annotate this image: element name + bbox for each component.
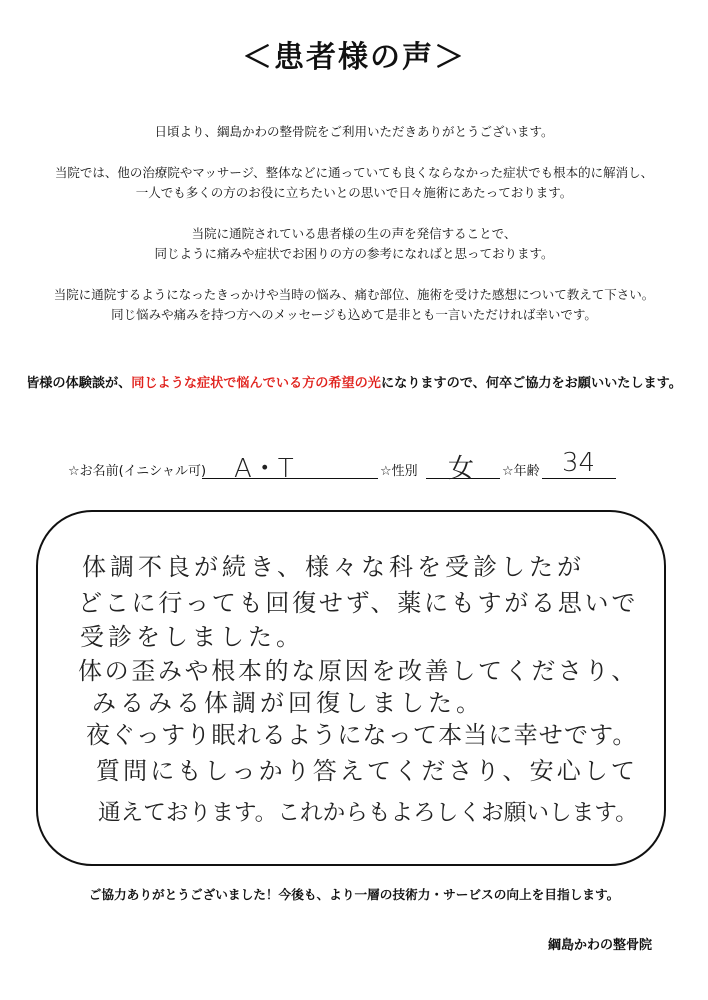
intro-line-2: 当院では、他の治療院やマッサージ、整体などに通っていても良くならなかった症状でも根本的に解消し、 (54, 165, 654, 180)
intro-line-5: 同じように痛みや症状でお困りの方の参考になればと思っております。 (154, 246, 554, 261)
comment-line-8: 通えております。これからもよろしくお願いします。 (98, 800, 638, 826)
appeal-before: 皆様の体験談が、 (26, 376, 132, 391)
intro-line-1: 日頃より、綱島かわの整骨院をご利用いただきありがとうございます。 (154, 124, 554, 139)
comment-box (36, 510, 666, 866)
comment-line-3: 受診をしました。 (80, 623, 304, 651)
comment-line-7: 質問にもしっかり答えてくださり、安心して (96, 757, 638, 785)
appeal-highlight: 同じような症状で悩んでいる方の希望の光 (131, 376, 381, 391)
clinic-name: 綱島かわの整骨院 (547, 938, 652, 953)
age-line (542, 478, 616, 479)
comment-line-4: 体の歪みや根本的な原因を改善してくださり、 (78, 657, 638, 685)
page-title: ＜患者様の声＞ (242, 40, 466, 75)
intro-line-3: 一人でも多くの方のお役に立ちたいとの思いで日々施術にあたっております。 (135, 185, 573, 200)
intro-line-6: 当院に通院するようになったきっかけや当時の悩み、痛む部位、施術を受けた感想について教えて下さい。 (53, 287, 655, 302)
gender-label: ☆性別 (380, 464, 418, 479)
gender-value: 女 (448, 454, 475, 484)
comment-line-6: 夜ぐっすり眠れるようになって本当に幸せです。 (86, 721, 638, 749)
intro-line-7: 同じ悩みや痛みを持つ方へのメッセージも込めて是非とも一言いただければ幸いです。 (111, 307, 597, 322)
comment-line-2: どこに行っても回復せず、薬にもすがる思いで (78, 589, 639, 617)
name-value: A・T (234, 454, 294, 484)
name-label: ☆お名前(イニシャル可) (68, 464, 207, 479)
comment-line-5: みるみる体調が回復しました。 (92, 689, 484, 717)
comment-line-1: 体調不良が続き、様々な科を受診したが (82, 553, 586, 581)
intro-text (0, 122, 708, 346)
age-value: 34 (562, 448, 596, 478)
thanks-text: ご協力ありがとうございました！今後も、より一層の技術力・サービスの向上を目指します。 (88, 887, 620, 902)
appeal-after: になりますので、何卒ご協力をお願いいたします。 (380, 376, 682, 391)
intro-line-4: 当院に通院されている患者様の生の声を発信することで、 (191, 226, 517, 241)
age-label: ☆年齢 (502, 464, 540, 479)
patient-info-row (68, 448, 628, 484)
appeal-text (0, 372, 708, 391)
